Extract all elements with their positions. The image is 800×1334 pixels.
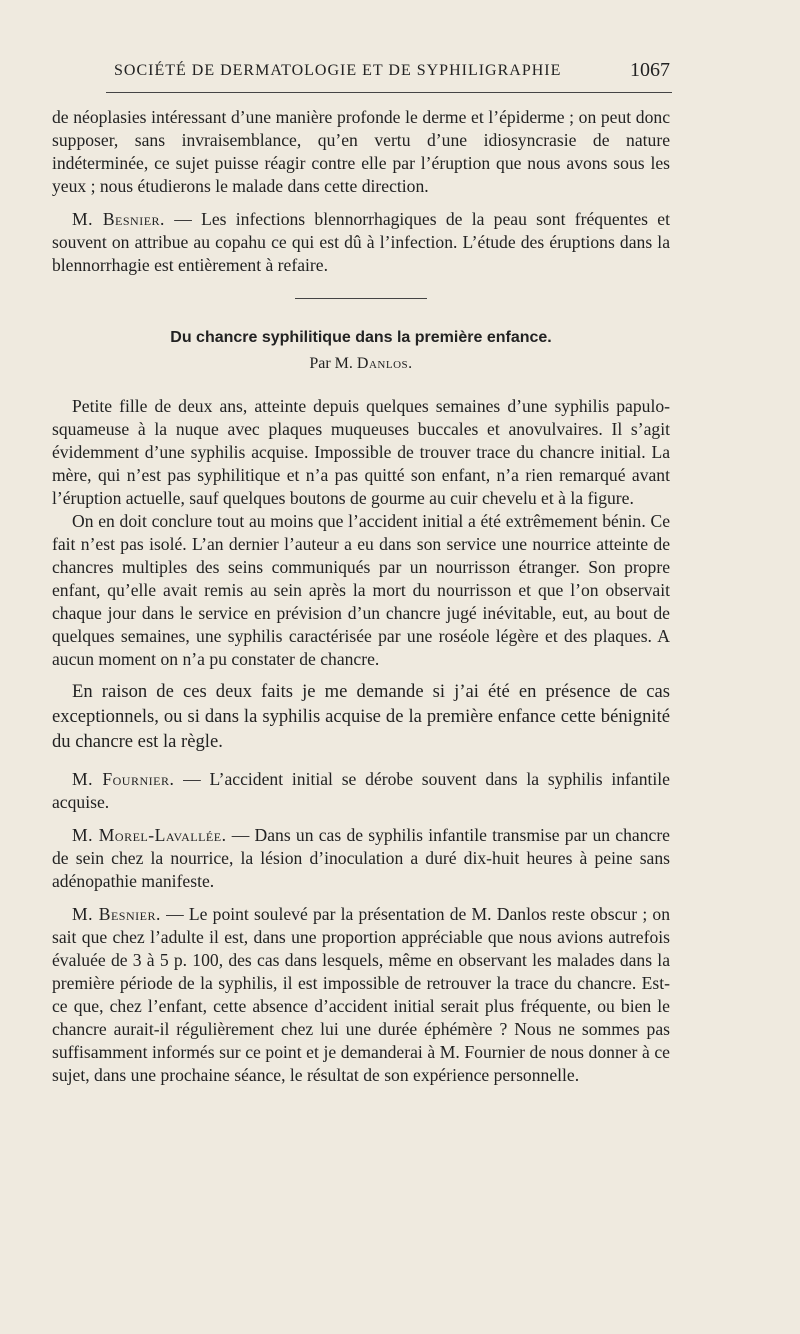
speaker-name: M. Besnier. (72, 904, 161, 924)
article-paragraph-3: En raison de ces deux faits je me demande si j’ai été en présence de cas exceptionnels, ou si dans la syphilis acquise de la première enfance cette bénignité du chancre est la règle. (52, 681, 670, 752)
remark-text: — Le point soulevé par la présentation de M. Danlos reste obscur ; on sait que chez l’adulte il est, dans une proportion appréciable que nous avions autrefois évaluée de 3 à 5 p. 100, des cas dans lesquels, même en observant les malades dans la première période de la syphilis, il est impossible de retrouver la trace du chancre. Est-ce que, chez l’enfant, cette absence d’accident initial serait plus fréquente, ou bien le chancre aurait-il régulièrement chez lui une durée éphémère ? Nous ne sommes pas suffisamment informés sur ce point et je demanderai à M. Fournier de nous donner à ce sujet, dans une prochaine séance, le résultat de son expérience personnelle. (52, 904, 671, 1085)
page-body (52, 106, 670, 1087)
speaker-name: M. Fournier. (72, 769, 175, 789)
continued-paragraph: de néoplasies intéressant d’une manière profonde le derme et l’épiderme ; on peut donc supposer, sans invraisemblance, qu’en vertu d’une idiosyncrasie de nature indéterminée, ce sujet puisse réagir contre elle par l’éruption que nous avons sous les yeux ; nous étudierons le malade dans cette direction. (52, 107, 670, 196)
remark-text: — Les infections blennorrhagiques de la peau sont fréquentes et souvent on attribue au copahu ce qui est dû à l’infection. L’étude des éruptions dans la blennorrhagie est entièrement à refaire. (52, 209, 671, 275)
article-paragraph-2: On en doit conclure tout au moins que l’accident initial a été extrêmement bénin. Ce fait n’est pas isolé. L’an dernier l’auteur a eu dans son service une nourrice atteinte de chancres multiples des seins communiqués par un nourrisson étranger. Son propre enfant, qu’elle avait remis au sein après la mort du nourrisson et que l’on observait chaque jour dans le service en prévision d’un chancre jugé inévitable, eut, au bout de quelques semaines, une syphilis caractérisée par une roséole légère et des plaques. A aucun moment on n’a pu constater de chancre. (52, 511, 670, 669)
article-paragraph-1: Petite fille de deux ans, atteinte depuis quelques semaines d’une syphilis papulo-squameuse à la nuque avec plaques muqueuses buccales et anovulvaires. Il s’agit évidemment d’une syphilis acquise. Impossible de trouver trace du chancre initial. La mère, qui n’est pas syphilitique et n’a pas quitté son enfant, n’a rien remarqué avant l’éruption actuelle, sauf quelques boutons de gourme au cuir chevelu et à la figure. (52, 396, 670, 508)
besnier-remark-1 (52, 208, 670, 277)
section-divider (295, 298, 427, 299)
running-title: SOCIÉTÉ DE DERMATOLOGIE ET DE SYPHILIGRAPHIE (114, 62, 562, 79)
besnier-remark-2 (52, 903, 670, 1087)
byline-author: Danlos. (356, 355, 413, 372)
running-header (106, 59, 672, 93)
page-number: 1067 (630, 59, 670, 81)
byline-prefix: Par M. (309, 355, 357, 372)
speaker-name: M. Besnier. (72, 209, 165, 229)
fournier-remark (52, 768, 670, 814)
remark-text: — L’accident initial se dérobe souvent dans la syphilis infantile acquise. (52, 769, 670, 812)
article-title: Du chancre syphilitique dans la première enfance. (170, 329, 552, 346)
speaker-name: M. Morel-Lavallée. (72, 825, 227, 845)
article-byline (52, 355, 670, 373)
morel-lavallee-remark (52, 824, 670, 893)
remark-text: — Dans un cas de syphilis infantile transmise par un chancre de sein chez la nourrice, la lésion d’inoculation a duré dix-huit heures à peine sans adénopathie manifeste. (52, 825, 670, 891)
